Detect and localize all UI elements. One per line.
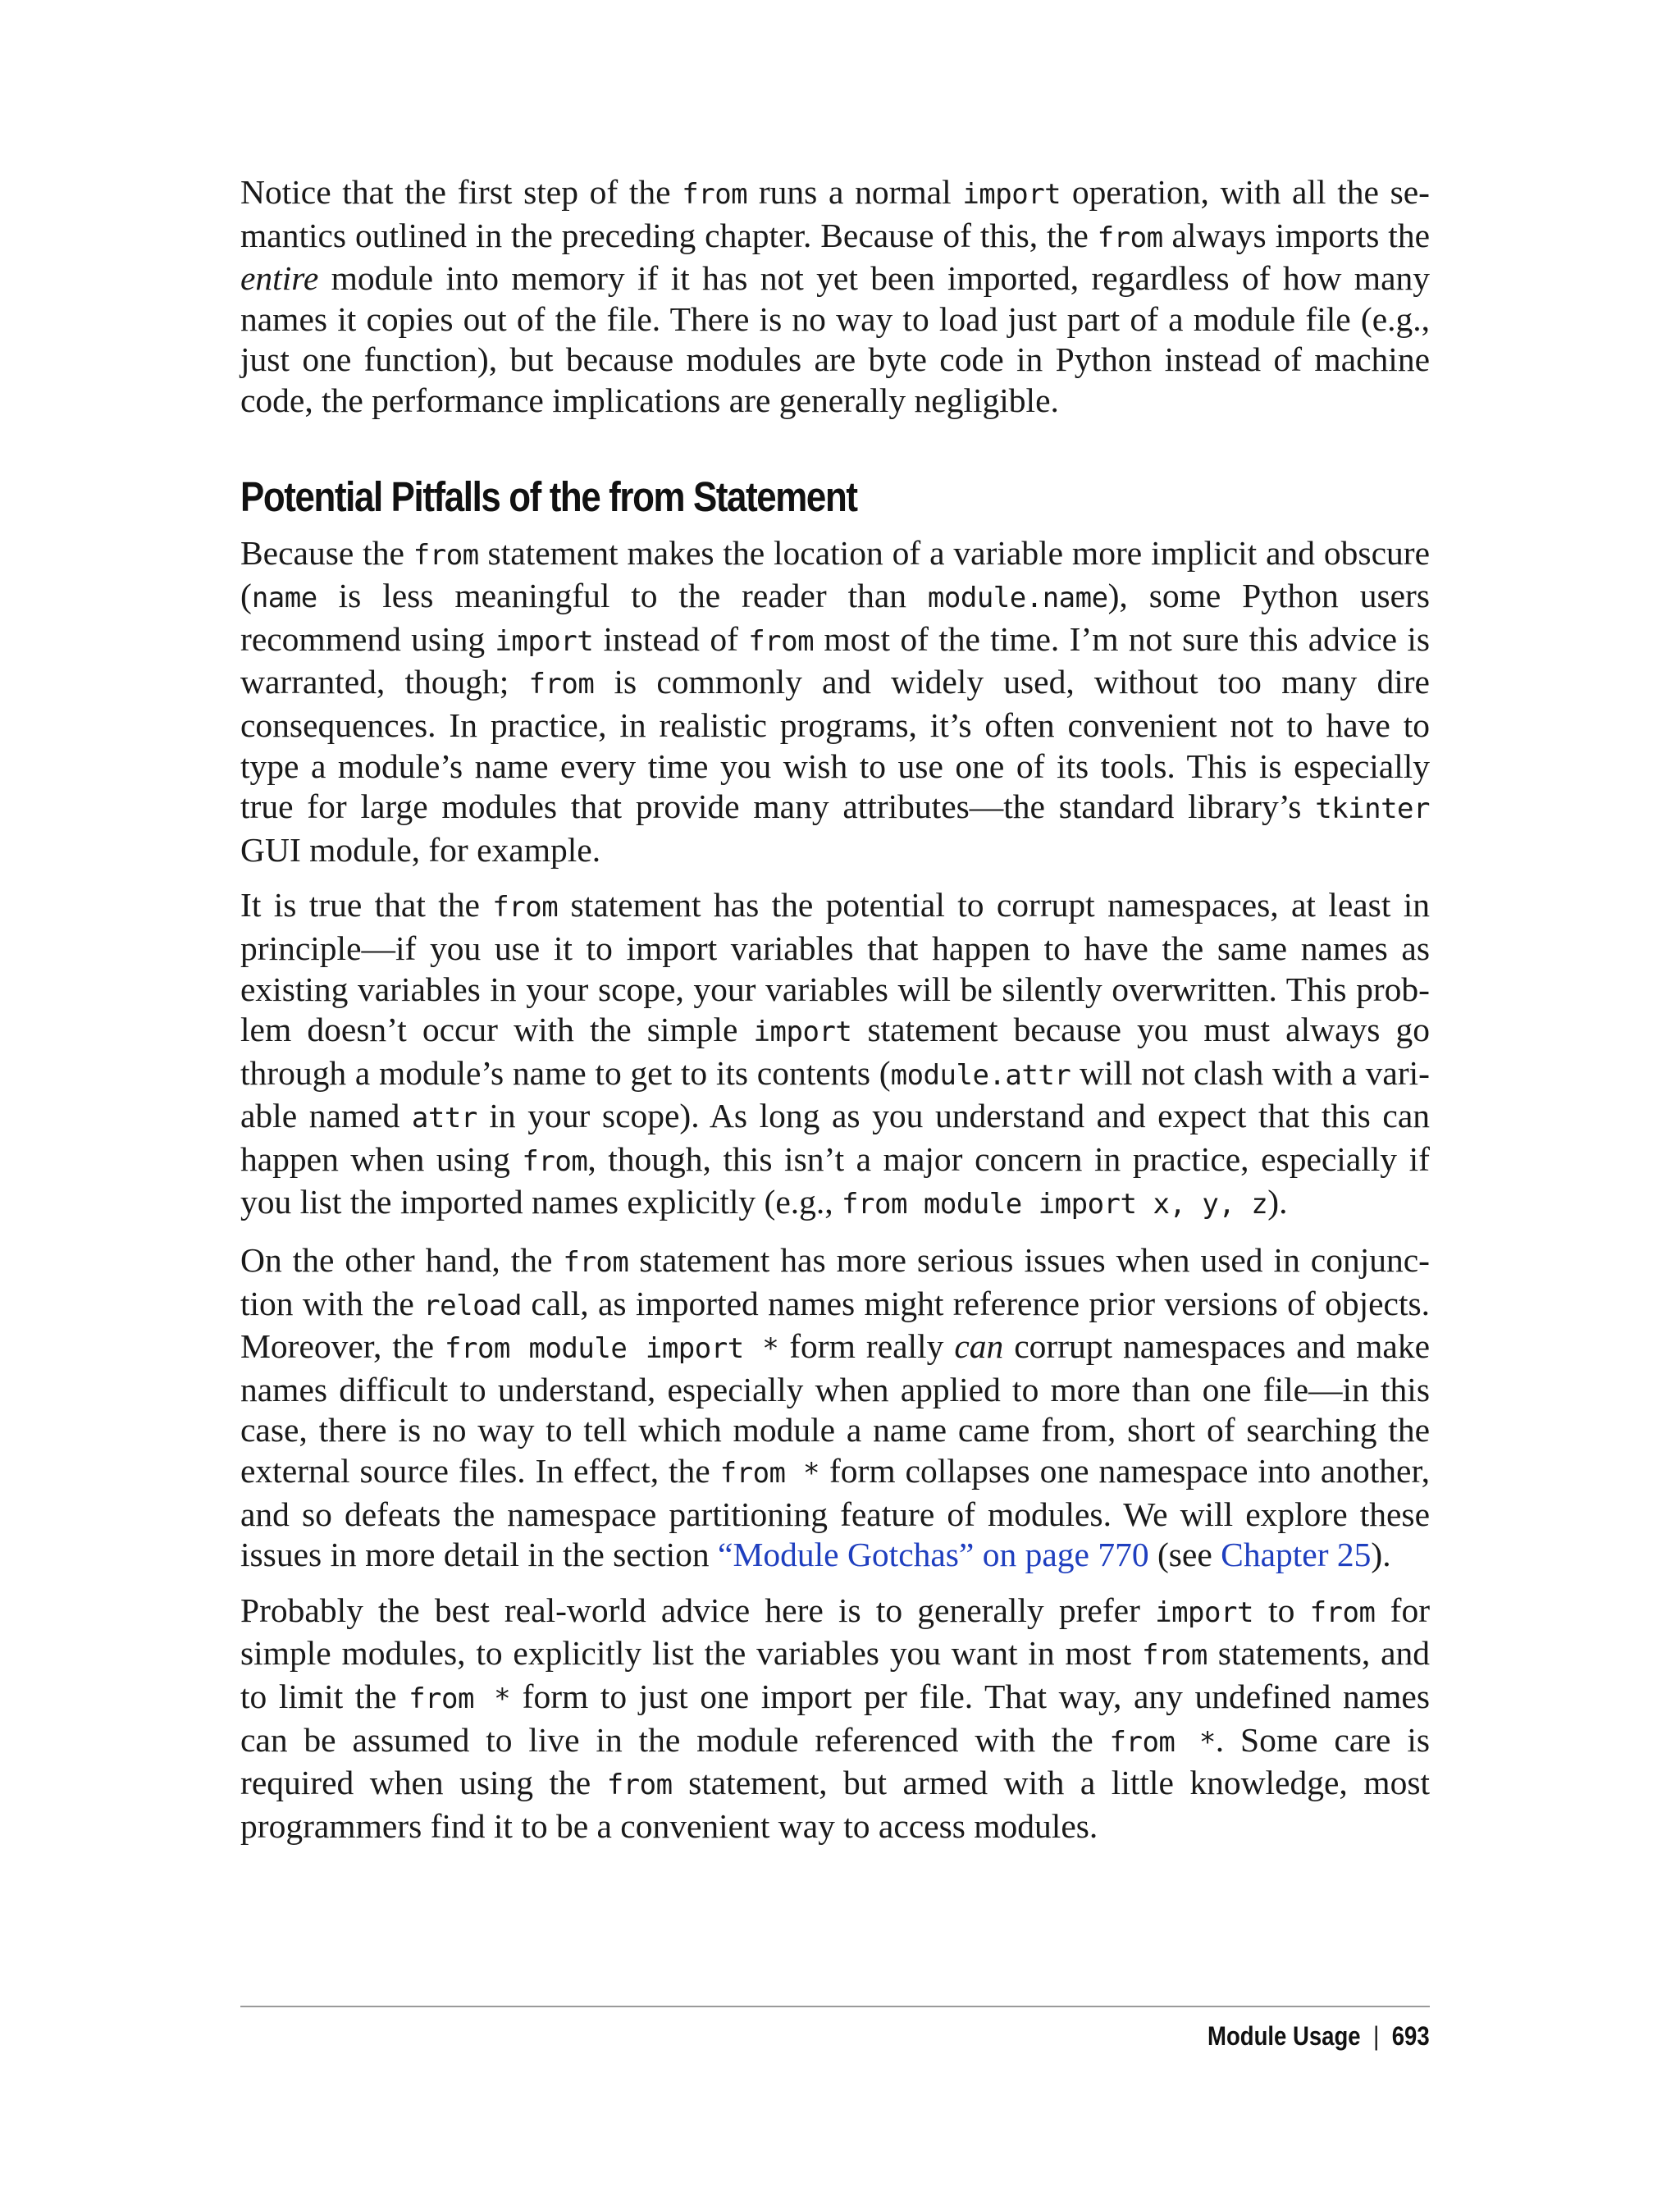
text: instead of bbox=[593, 619, 749, 658]
code-name: name bbox=[251, 582, 317, 615]
text: for simple modules, to explicitly list the variables you want in most bbox=[240, 1591, 1431, 1673]
text: corrupt namespaces and make names difficult to understand, especially when applied to more than one file—in this case, there is no way to tell which module a name came from, short of searching the external source files. In effect, the bbox=[240, 1327, 1430, 1491]
text: always imports the bbox=[1162, 216, 1430, 254]
code-attr: attr bbox=[411, 1102, 477, 1135]
text: statements, and to limit the bbox=[240, 1634, 1430, 1715]
text: . Some care is required when using the bbox=[240, 1720, 1430, 1802]
code-import: import bbox=[753, 1016, 852, 1049]
code-from: from bbox=[682, 178, 748, 211]
code-from: from bbox=[606, 1769, 673, 1802]
text: (see bbox=[1148, 1536, 1221, 1574]
code-import: import bbox=[962, 178, 1061, 211]
link-module-gotchas[interactable]: “Module Gotchas” on page 770 bbox=[718, 1536, 1149, 1574]
text: most of the time. I’m not sure this advice is warranted, though; bbox=[240, 619, 1431, 701]
code-from-module-import-xyz: from module import x, y, z bbox=[842, 1188, 1268, 1221]
code-from: from bbox=[1141, 1639, 1208, 1673]
text: ). bbox=[1371, 1536, 1391, 1574]
text: to bbox=[1253, 1591, 1310, 1629]
paragraph-3 bbox=[240, 885, 1430, 1226]
text: statement has more serious issues when used in conjunc-tion with the bbox=[240, 1241, 1430, 1322]
text: call, as imported names might reference prior versions of objects. Moreover, the bbox=[240, 1284, 1430, 1366]
text: will not clash with a vari-able named bbox=[240, 1053, 1430, 1135]
footer-divider bbox=[240, 2006, 1430, 2007]
text: On the other hand, the bbox=[240, 1241, 564, 1280]
text: It is true that the bbox=[240, 886, 493, 924]
code-from: from bbox=[748, 624, 815, 658]
code-import: import bbox=[1155, 1596, 1253, 1629]
text: statement, but armed with a little knowledge, most programmers find it to be a convenient way to access modules. bbox=[240, 1764, 1430, 1845]
text: Probably the best real-world advice here is to generally prefer bbox=[240, 1591, 1156, 1629]
emphasis-entire: entire bbox=[240, 259, 319, 298]
code-from: from bbox=[528, 668, 595, 701]
paragraph-5 bbox=[240, 1591, 1430, 1847]
text: GUI module, for example. bbox=[240, 830, 601, 869]
text: module into memory if it has not yet been imported, regardless of how many names it copies out of the file. There is no way to load just part of a module file (e.g., just one function), but because modules are byte code in Python instead of machine code, the performance implications are generally negligible. bbox=[240, 259, 1430, 419]
code-from-star: from * bbox=[1109, 1725, 1216, 1759]
code-from-star: from * bbox=[719, 1457, 820, 1491]
code-reload: reload bbox=[423, 1289, 522, 1322]
code-from: from bbox=[492, 891, 559, 924]
code-tkinter: tkinter bbox=[1315, 792, 1430, 826]
text: ). bbox=[1267, 1183, 1288, 1221]
text: form to just one import per file. That way, any undefined names can be assumed to live in the module referenced with the bbox=[240, 1678, 1430, 1759]
text: form really bbox=[778, 1327, 955, 1366]
text: runs a normal bbox=[747, 173, 963, 211]
code-from: from bbox=[522, 1144, 588, 1178]
text: ), some Python users recommend using bbox=[240, 577, 1430, 658]
footer-separator: | bbox=[1373, 2021, 1380, 2051]
code-from-module-import-star: from module import * bbox=[445, 1332, 779, 1366]
running-footer-chapter: Module Usage bbox=[1208, 2021, 1361, 2051]
text: statement has the potential to corrupt namespaces, at least in principle—if you use it to import variables that happen to have the same names as existing variables in your scope, your variables will be silently overwritten. This prob-lem doesn’t occur with the simple bbox=[240, 886, 1430, 1049]
code-module-name: module.name bbox=[927, 582, 1108, 615]
text: statement makes the location of a variable more implicit and obscure ( bbox=[240, 533, 1430, 615]
code-from: from bbox=[1097, 221, 1163, 254]
code-from: from bbox=[413, 538, 479, 572]
text: in your scope). As long as you understand and expect that this can happen when using bbox=[240, 1097, 1430, 1178]
code-module-attr: module.attr bbox=[890, 1058, 1071, 1092]
page-footer bbox=[1208, 2020, 1430, 2052]
link-chapter-25[interactable]: Chapter 25 bbox=[1221, 1536, 1372, 1574]
text: , though, this isn’t a major concern in practice, especially if you list the imported names explicitly (e.g., bbox=[240, 1139, 1430, 1221]
code-from: from bbox=[1309, 1596, 1376, 1629]
code-from: from bbox=[563, 1246, 629, 1280]
section-title: Potential Pitfalls of the from Statement bbox=[240, 472, 857, 520]
text: operation, with all the se-mantics outlined in the preceding chapter. Because of this, the bbox=[240, 173, 1430, 254]
text: Because the bbox=[240, 533, 413, 572]
page-body bbox=[240, 172, 1430, 1861]
code-import: import bbox=[495, 624, 594, 658]
text: is less meaningful to the reader than bbox=[317, 577, 928, 615]
text: form collapses one namespace into another, and so defeats the namespace partitioning feature of modules. We will explore these issues in more detail in the section bbox=[240, 1452, 1430, 1574]
emphasis-can: can bbox=[954, 1327, 1004, 1366]
code-from-star: from * bbox=[409, 1682, 511, 1715]
text: Notice that the first step of the bbox=[240, 173, 682, 211]
paragraph-4 bbox=[240, 1240, 1430, 1576]
paragraph-2 bbox=[240, 533, 1430, 871]
paragraph-1 bbox=[240, 172, 1430, 422]
page-number: 693 bbox=[1392, 2021, 1430, 2051]
text: is commonly and widely used, without too many dire consequences. In practice, in realistic programs, it’s often convenient not to have to type a module’s name every time you wish to use one of its tools. This is especially true for large modules that provide many attributes—the standard library’s bbox=[240, 663, 1430, 826]
text: statement because you must always go through a module’s name to get to its contents ( bbox=[240, 1011, 1430, 1092]
